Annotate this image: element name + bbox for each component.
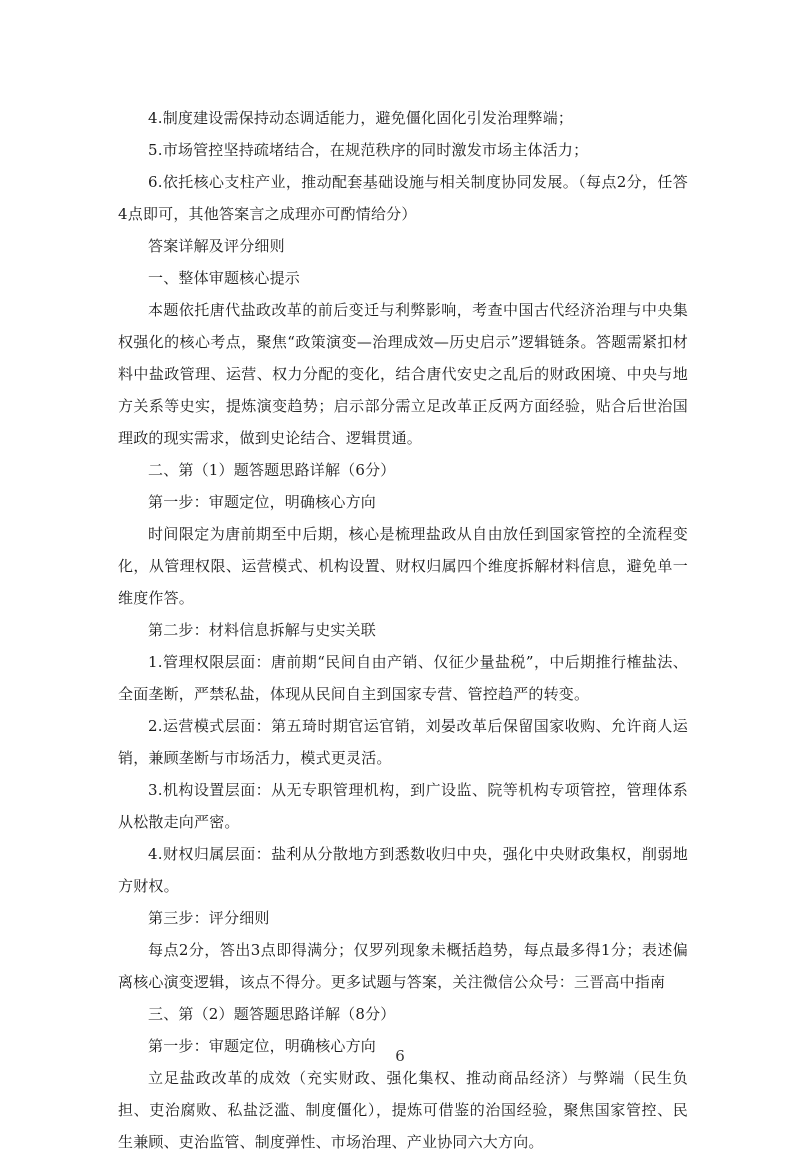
paragraph-step-1: 时间限定为唐前期至中后期，核心是梳理盐政从自由放任到国家管控的全流程变化，从管理权限、运营模式、机构设置、财权归属四个维度拆解材料信息，避免单一维度作答。 bbox=[118, 525, 688, 607]
step-heading-3: 第三步：评分细则 bbox=[148, 909, 270, 927]
section-heading-2: 二、第（1）题答题思路详解（6分） bbox=[148, 461, 396, 479]
list-item-6: 6.依托核心支柱产业，推动配套基础设施与相关制度协同发展。（每点2分，任答4点即可，其他答案言之成理亦可酌情给分） bbox=[118, 173, 688, 223]
list-item-operation: 2.运营模式层面：第五琦时期官运官销，刘晏改革后保留国家收购、允许商人运销，兼顾垄断与市场活力，模式更灵活。 bbox=[118, 717, 688, 767]
list-item-5: 5.市场管控坚持疏堵结合，在规范秩序的同时激发市场主体活力； bbox=[148, 141, 589, 159]
page-number: 6 bbox=[395, 1047, 405, 1065]
step-heading-1b: 第一步：审题定位，明确核心方向 bbox=[148, 1037, 377, 1055]
step-heading-2: 第二步：材料信息拆解与史实关联 bbox=[148, 621, 377, 639]
section-heading-1: 一、整体审题核心提示 bbox=[148, 269, 301, 287]
list-item-institution: 3.机构设置层面：从无专职管理机构，到广设监、院等机构专项管控，管理体系从松散走向严密。 bbox=[118, 781, 688, 831]
paragraph-q2-step-1: 立足盐政改革的成效（充实财政、强化集权、推动商品经济）与弊端（民生负担、吏治腐败、私盐泛滥、制度僵化），提炼可借鉴的治国经验，聚焦国家管控、民生兼顾、吏治监管、制度弹性、市场治理、产业协同六大方向。 bbox=[118, 1069, 688, 1151]
list-item-management: 1.管理权限层面：唐前期“民间自由产销、仅征少量盐税”，中后期推行榷盐法、全面垄断，严禁私盐，体现从民间自主到国家专营、管控趋严的转变。 bbox=[118, 653, 688, 703]
paragraph-scoring: 每点2分，答出3点即得满分；仅罗列现象未概括趋势，每点最多得1分；表述偏离核心演变逻辑，该点不得分。更多试题与答案，关注微信公众号：三晋高中指南 bbox=[118, 941, 688, 991]
section-heading-answer-details: 答案详解及评分细则 bbox=[148, 237, 285, 255]
step-heading-1: 第一步：审题定位，明确核心方向 bbox=[148, 493, 377, 511]
list-item-4: 4.制度建设需保持动态调适能力，避免僵化固化引发治理弊端； bbox=[148, 109, 574, 127]
section-heading-3: 三、第（2）题答题思路详解（8分） bbox=[148, 1005, 396, 1023]
list-item-finance: 4.财权归属层面：盐利从分散地方到悉数收归中央，强化中央财政集权，削弱地方财权。 bbox=[118, 845, 688, 895]
paragraph-overview: 本题依托唐代盐政改革的前后变迁与利弊影响，考查中国古代经济治理与中央集权强化的核心考点，聚焦“政策演变—治理成效—历史启示”逻辑链条。答题需紧扣材料中盐政管理、运营、权力分配的变化，结合唐代安史之乱后的财政困境、中央与地方关系等史实，提炼演变趋势；启示部分需立足改革正反两方面经验，贴合后世治国理政的现实需求，做到史论结合、逻辑贯通。 bbox=[118, 301, 688, 447]
page-body bbox=[118, 102, 688, 1158]
